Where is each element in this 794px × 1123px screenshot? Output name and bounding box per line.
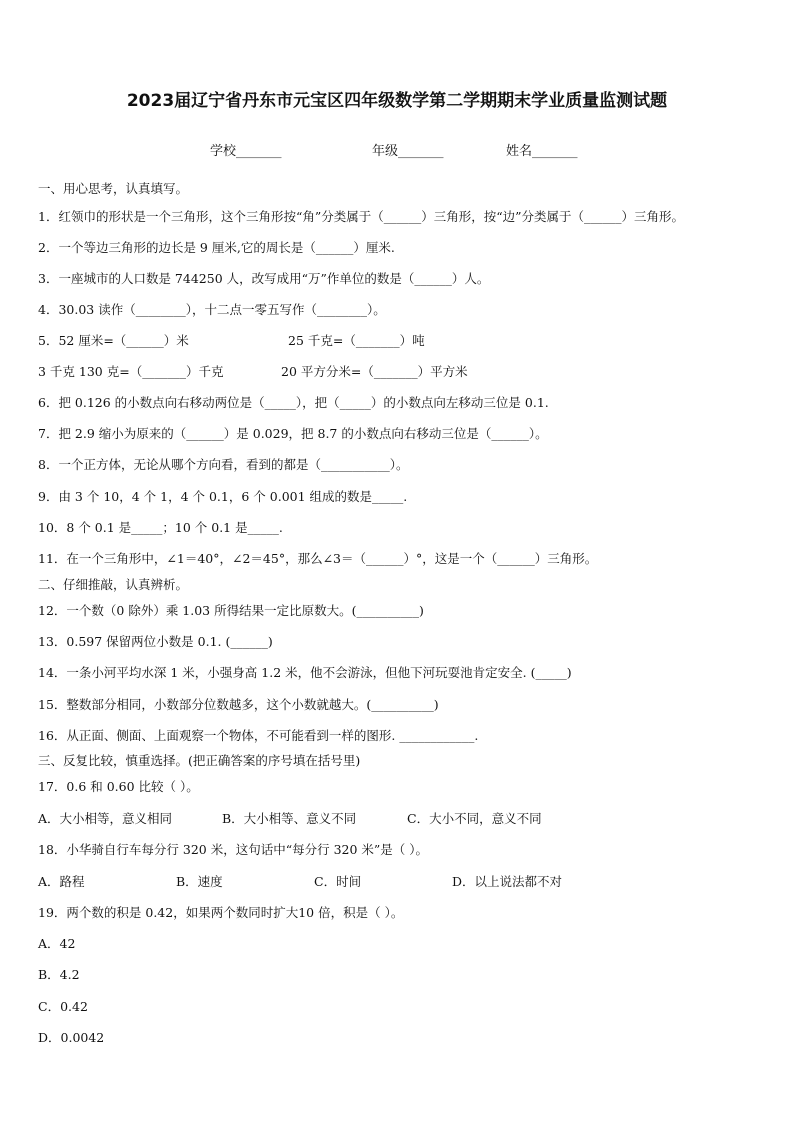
question-5d: 20 平方分米=（_______）平方米 (281, 364, 468, 379)
question-18-option-a: A．路程 (38, 874, 85, 889)
question-18-option-c: C．时间 (314, 874, 362, 889)
question-17-option-a: A．大小相等，意义相同 (38, 811, 173, 826)
question-14: 14．一条小河平均水深 1 米，小强身高 1.2 米，他不会游泳，但他下河玩耍池肯定安全. (_____) (38, 665, 572, 680)
question-4: 4．30.03 读作（________），十二点一零五写作（________）。 (38, 302, 386, 317)
question-17: 17．0.6 和 0.60 比较（ ）。 (38, 779, 199, 794)
section-heading-3: 三、反复比较，慎重选择。(把正确答案的序号填在括号里) (38, 753, 361, 768)
question-17-option-b: B．大小相等、意义不同 (222, 811, 357, 826)
question-5c: 3 千克 130 克=（_______）千克 (38, 364, 224, 379)
question-5a: 5．52 厘米=（______）米 (38, 333, 189, 348)
school-field: 学校_______ (210, 144, 282, 159)
question-19: 19．两个数的积是 0.42，如果两个数同时扩大10 倍，积是（ ）。 (38, 905, 404, 920)
question-10: 10．8 个 0.1 是_____；10 个 0.1 是_____. (38, 520, 283, 535)
question-1: 1．红领巾的形状是一个三角形，这个三角形按“角”分类属于（______）三角形，按“边”分类属于（______）三角形。 (38, 209, 685, 224)
question-11: 11．在一个三角形中，∠1＝40°，∠2＝45°，那么∠3＝（______）°，这是一个（______）三角形。 (38, 551, 598, 566)
question-19-option-c: C．0.42 (38, 999, 88, 1014)
question-2: 2．一个等边三角形的边长是 9 厘米,它的周长是（______）厘米. (38, 240, 395, 255)
question-6: 6．把 0.126 的小数点向右移动两位是（_____），把（_____）的小数点向左移动三位是 0.1. (38, 395, 549, 410)
section-heading-2: 二、仔细推敲，认真辨析。 (38, 577, 189, 592)
question-3: 3．一座城市的人口数是 744250 人，改写成用“万”作单位的数是（______）人。 (38, 271, 490, 286)
section-heading-1: 一、用心思考，认真填写。 (38, 181, 189, 196)
question-19-option-b: B．4.2 (38, 967, 80, 982)
question-16: 16．从正面、侧面、上面观察一个物体，不可能看到一样的图形. ____________. (38, 728, 479, 743)
question-19-option-a: A．42 (38, 936, 76, 951)
question-18-option-d: D．以上说法都不对 (452, 874, 563, 889)
question-12: 12．一个数（0 除外）乘 1.03 所得结果一定比原数大。(__________) (38, 603, 424, 618)
grade-field: 年级_______ (372, 144, 444, 159)
question-7: 7．把 2.9 缩小为原来的（______）是 0.029，把 8.7 的小数点向右移动三位是（______）。 (38, 426, 548, 441)
question-8: 8．一个正方体，无论从哪个方向看，看到的都是（___________）。 (38, 457, 409, 472)
question-18: 18．小华骑自行车每分行 320 米，这句话中“每分行 320 米”是（ ）。 (38, 842, 429, 857)
question-13: 13．0.597 保留两位小数是 0.1. (______) (38, 634, 273, 649)
name-field: 姓名_______ (506, 144, 578, 159)
question-19-option-d: D．0.0042 (38, 1030, 105, 1045)
question-18-option-b: B．速度 (176, 874, 223, 889)
page-title: 2023届辽宁省丹东市元宝区四年级数学第二学期期末学业质量监测试题 (126, 91, 668, 111)
question-17-option-c: C．大小不同，意义不同 (407, 811, 542, 826)
question-9: 9．由 3 个 10，4 个 1，4 个 0.1，6 个 0.001 组成的数是_____. (38, 489, 408, 504)
question-5b: 25 千克=（_______）吨 (288, 333, 425, 348)
question-15: 15．整数部分相同，小数部分位数越多，这个小数就越大。(__________) (38, 697, 439, 712)
